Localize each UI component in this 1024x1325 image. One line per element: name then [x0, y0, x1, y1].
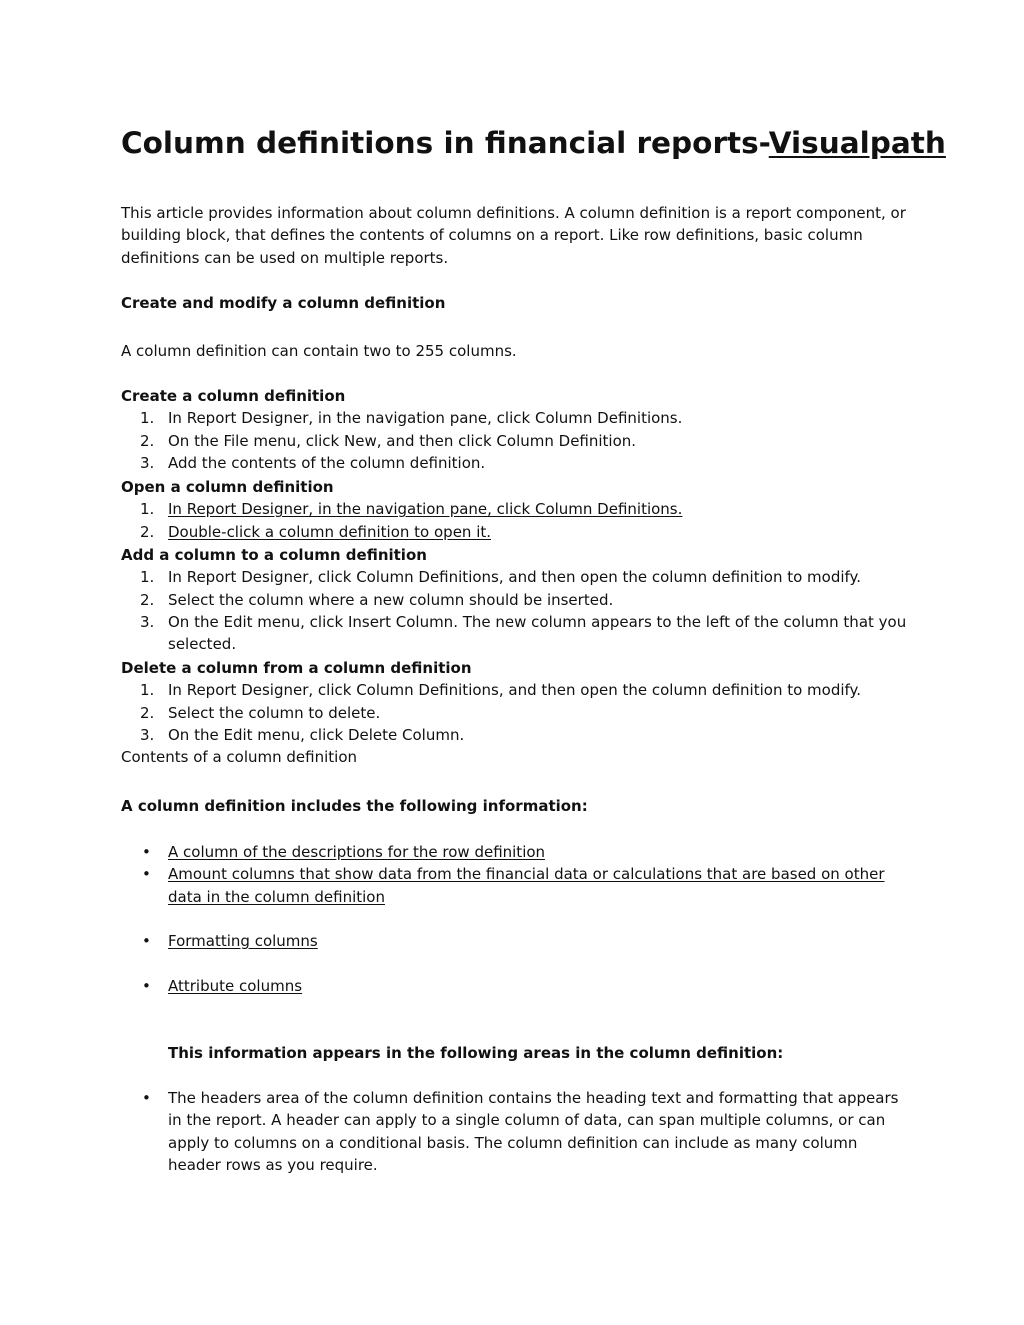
step-number: 1.: [140, 409, 155, 428]
areas-heading: This information appears in the following areas in the column definition:: [168, 1044, 784, 1062]
step-number: 1.: [140, 568, 155, 587]
add-heading: Add a column to a column definition: [121, 546, 427, 564]
bullet-icon: •: [142, 1089, 151, 1107]
create-section: [121, 385, 908, 474]
list-item: [121, 521, 908, 543]
bullet-icon: •: [142, 932, 151, 950]
step-number: 3.: [140, 725, 155, 744]
open-section: [121, 476, 908, 543]
step-text: On the Edit menu, click Delete Column.: [168, 725, 465, 744]
areas-list: [121, 1087, 908, 1176]
step-text: Select the column where a new column should be inserted.: [168, 590, 614, 609]
page-title: [121, 124, 946, 162]
include-link[interactable]: Amount columns that show data from the financial data or calculations that are based on other data in the column definition: [168, 865, 885, 906]
delete-section: [121, 657, 908, 768]
contents-label: Contents of a column definition: [121, 748, 358, 767]
step-number: 1.: [140, 681, 155, 700]
list-item: [121, 702, 908, 724]
includes-list-3: [121, 975, 908, 997]
intro-paragraph: This article provides information about column definitions. A column definition is a report component, or building block, that defines the contents of columns on a report. Like row definitions, basic column definitions can be used on multiple reports.: [121, 204, 906, 267]
list-item: [121, 679, 908, 701]
includes-list: [121, 841, 908, 908]
step-number: 3.: [140, 612, 155, 631]
includes-list-2: [121, 930, 908, 952]
include-link[interactable]: A column of the descriptions for the row definition: [168, 843, 546, 861]
add-section: [121, 544, 908, 655]
create-heading: Create a column definition: [121, 387, 346, 405]
delete-steps: [121, 679, 908, 746]
includes-heading: A column definition includes the following information:: [121, 797, 588, 815]
step-number: 2.: [140, 522, 155, 541]
list-item: [121, 724, 908, 746]
list-item: [121, 430, 908, 452]
list-item: [121, 1087, 908, 1176]
step-link[interactable]: Double-click a column definition to open it.: [168, 522, 492, 541]
bullet-icon: •: [142, 865, 151, 884]
step-text: In Report Designer, in the navigation pane, click Column Definitions.: [168, 409, 683, 428]
open-steps: [121, 498, 908, 543]
list-item: [121, 841, 908, 863]
title-text: Column definitions in financial reports-: [121, 126, 769, 160]
bullet-icon: •: [142, 843, 151, 861]
open-heading: Open a column definition: [121, 478, 334, 496]
step-number: 2.: [140, 590, 155, 609]
list-item: [121, 611, 908, 656]
bullet-icon: •: [142, 977, 151, 995]
range-text: A column definition can contain two to 255 columns.: [121, 342, 517, 360]
step-number: 2.: [140, 431, 155, 450]
step-number: 3.: [140, 453, 155, 472]
list-item: [121, 863, 908, 908]
add-steps: [121, 566, 908, 655]
section-heading-create-modify: Create and modify a column definition: [121, 294, 446, 312]
step-text: On the Edit menu, click Insert Column. The new column appears to the left of the column that you selected.: [168, 612, 907, 654]
area-text: The headers area of the column definition contains the heading text and formatting that appears in the report. A header can apply to a single column of data, can span multiple columns, or can apply to columns on a conditional basis. The column definition can include as many column header rows as you require.: [168, 1089, 899, 1174]
step-text: Select the column to delete.: [168, 703, 381, 722]
step-text: In Report Designer, click Column Definitions, and then open the column definition to modify.: [168, 681, 862, 700]
include-link[interactable]: Attribute columns: [168, 977, 303, 995]
visualpath-link[interactable]: Visualpath: [768, 126, 946, 160]
list-item: [121, 452, 908, 474]
include-link[interactable]: Formatting columns: [168, 932, 318, 950]
list-item: [121, 975, 908, 997]
step-number: 2.: [140, 703, 155, 722]
step-link[interactable]: In Report Designer, in the navigation pane, click Column Definitions.: [168, 500, 683, 519]
step-text: Add the contents of the column definition.: [168, 453, 486, 472]
step-number: 1.: [140, 500, 155, 519]
list-item: [121, 407, 908, 429]
list-item: [121, 566, 908, 588]
delete-heading: Delete a column from a column definition: [121, 659, 472, 677]
step-text: On the File menu, click New, and then click Column Definition.: [168, 431, 637, 450]
list-item: [121, 589, 908, 611]
create-steps: [121, 407, 908, 474]
list-item: [121, 498, 908, 520]
step-text: In Report Designer, click Column Definitions, and then open the column definition to modify.: [168, 568, 862, 587]
list-item: [121, 930, 908, 952]
